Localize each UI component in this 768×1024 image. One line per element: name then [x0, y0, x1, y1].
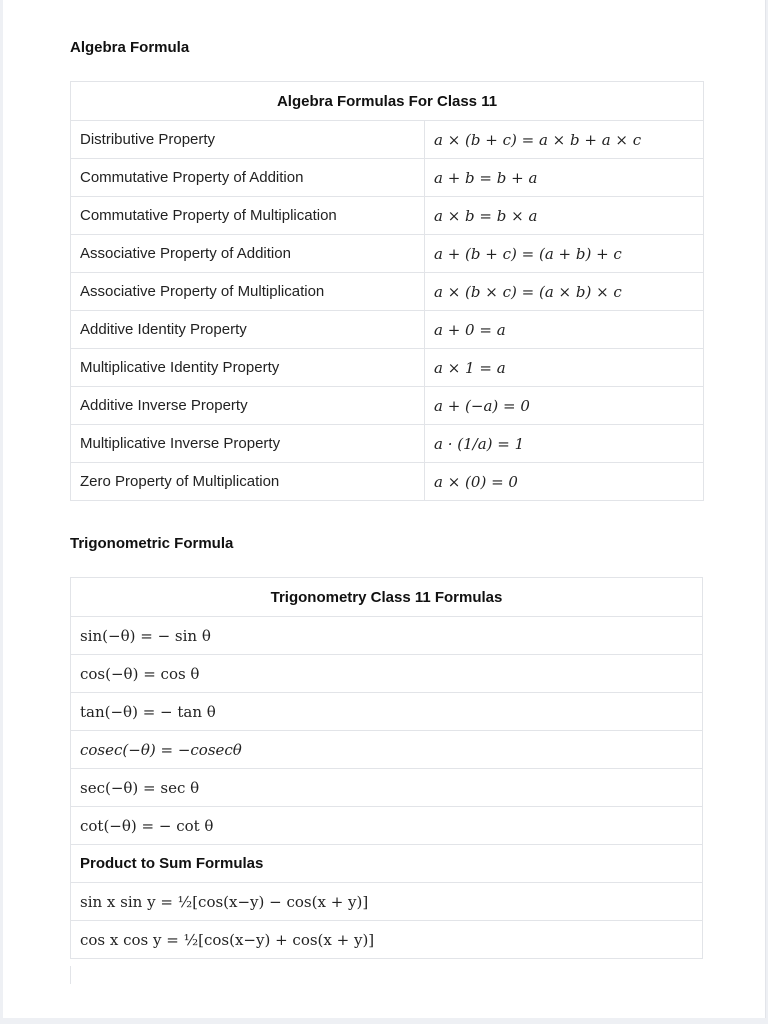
product-formula: cos x cos y = ½[cos(x−y) + cos(x + y)]	[71, 921, 703, 959]
table-row	[71, 159, 704, 197]
algebra-table-header: Algebra Formulas For Class 11	[71, 82, 704, 121]
table-row	[71, 463, 704, 501]
property-name: Commutative Property of Multiplication	[71, 197, 425, 235]
formula: a × 1 = a	[425, 349, 704, 387]
table-row	[71, 235, 704, 273]
trig-section-title: Trigonometric Formula	[70, 535, 234, 552]
trig-formula: cot(−θ) = − cot θ	[71, 807, 703, 845]
table-row	[71, 349, 704, 387]
trig-formulas-table	[70, 577, 703, 959]
product-formula: sin x sin y = ½[cos(x−y) − cos(x + y)]	[71, 883, 703, 921]
trig-formula: sin(−θ) = − sin θ	[71, 617, 703, 655]
trig-formula: cosec(−θ) = −cosecθ	[71, 731, 703, 769]
trig-formula: tan(−θ) = − tan θ	[71, 693, 703, 731]
formula: a + b = b + a	[425, 159, 704, 197]
property-name: Additive Inverse Property	[71, 387, 425, 425]
table-row	[71, 693, 703, 731]
formula: a × (b + c) = a × b + a × c	[425, 121, 704, 159]
property-name: Zero Property of Multiplication	[71, 463, 425, 501]
formula: a · (1/a) = 1	[425, 425, 704, 463]
algebra-section-title: Algebra Formula	[70, 39, 190, 56]
table-row	[71, 311, 704, 349]
property-name: Associative Property of Multiplication	[71, 273, 425, 311]
property-name: Multiplicative Identity Property	[71, 349, 425, 387]
table-row	[71, 921, 703, 959]
table-row	[71, 845, 703, 883]
table-row	[71, 197, 704, 235]
algebra-formulas-table	[70, 81, 704, 501]
property-name: Associative Property of Addition	[71, 235, 425, 273]
table-row	[71, 387, 704, 425]
table-row	[71, 883, 703, 921]
formula: a × b = b × a	[425, 197, 704, 235]
table-row	[71, 121, 704, 159]
table-left-border-stub	[70, 966, 71, 984]
table-header-row	[71, 578, 703, 617]
table-bottom-fade	[70, 966, 705, 986]
table-header-row	[71, 82, 704, 121]
formula: a + (−a) = 0	[425, 387, 704, 425]
property-name: Multiplicative Inverse Property	[71, 425, 425, 463]
formula: a + (b + c) = (a + b) + c	[425, 235, 704, 273]
trig-formula: sec(−θ) = sec θ	[71, 769, 703, 807]
trig-formula: cos(−θ) = cos θ	[71, 655, 703, 693]
formula: a × (0) = 0	[425, 463, 704, 501]
table-row	[71, 655, 703, 693]
property-name: Distributive Property	[71, 121, 425, 159]
table-row	[71, 617, 703, 655]
product-to-sum-subheader: Product to Sum Formulas	[71, 845, 703, 883]
property-name: Additive Identity Property	[71, 311, 425, 349]
formula: a × (b × c) = (a × b) × c	[425, 273, 704, 311]
table-row	[71, 807, 703, 845]
table-row	[71, 425, 704, 463]
table-row	[71, 273, 704, 311]
table-row	[71, 769, 703, 807]
trig-table-header: Trigonometry Class 11 Formulas	[71, 578, 703, 617]
page	[3, 0, 766, 1018]
property-name: Commutative Property of Addition	[71, 159, 425, 197]
formula: a + 0 = a	[425, 311, 704, 349]
table-row	[71, 731, 703, 769]
